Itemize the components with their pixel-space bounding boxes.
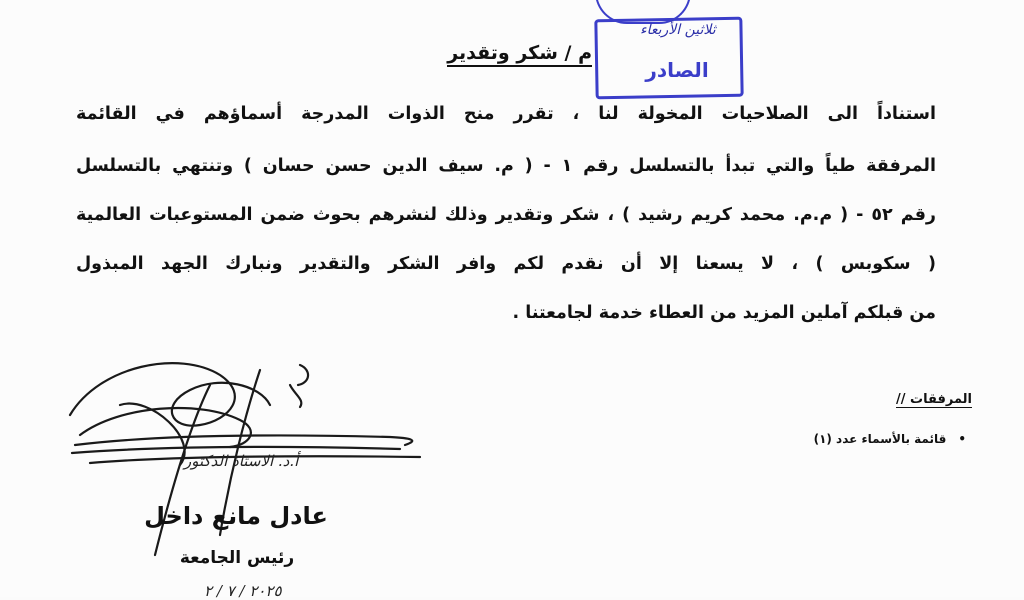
body-line-4: ( سكوبس ) ، لا يسعنا إلا أن نقدم لكم وافر الشكر والتقدير ونبارك الجهد المبذول [76, 254, 936, 274]
body-line-1: استناداً الى الصلاحيات المخولة لنا ، تقرر منح الذوات المدرجة أسماؤهم في القائمة [76, 104, 936, 124]
stamp-handwritten-date: ثلاثين الأربعاء [640, 22, 716, 38]
signer-role: رئيس الجامعة [179, 548, 295, 568]
body-line-2: المرفقة طياً والتي تبدأ بالتسلسل رقم ١ - ( م. سيف الدين حسن حسان ) وتنتهي بالتسلسل [76, 156, 936, 176]
letter-subject: م / شكر وتقدير [447, 42, 592, 67]
attachments-title: المرفقات // [896, 392, 972, 407]
signature-date: ٢٠٢٥ / ٧ / ٢ [204, 582, 282, 600]
body-line-3: رقم ٥٢ - ( م.م. محمد كريم رشيد ) ، شكر وتقدير وذلك لنشرهم بحوث ضمن المستوعبات العالمية [76, 205, 936, 225]
stamp-label: الصادر [645, 58, 709, 82]
signature-title: أ.د. الاستاذ الدكتور [184, 452, 299, 470]
attachments-list [814, 432, 966, 446]
signer-name: عادل مانع داخل [144, 502, 328, 530]
body-line-5: من قبلكم آملين المزيد من العطاء خدمة لجامعتنا . [512, 303, 936, 323]
attachment-item: • قائمة بالأسماء عدد (١) [814, 432, 966, 446]
